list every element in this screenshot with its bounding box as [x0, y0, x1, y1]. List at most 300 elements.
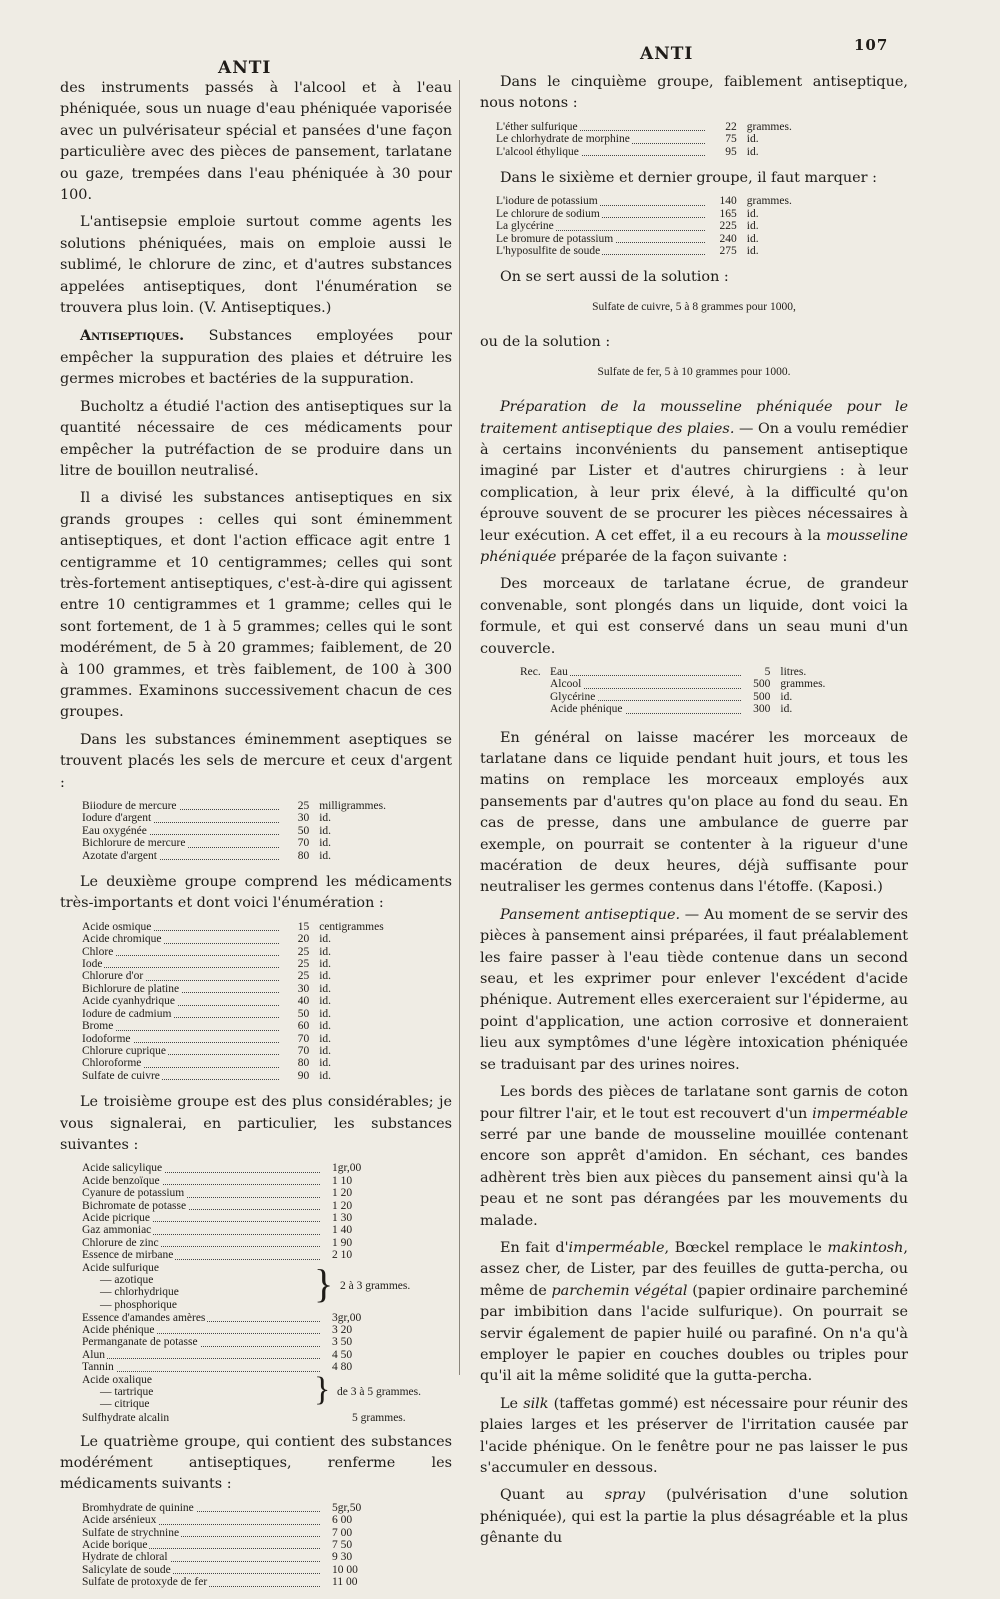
table-row [82, 1502, 422, 1514]
substance-quantity: 300 [753, 703, 771, 716]
substance-name: Sulfate de protoxyde de fer [82, 1576, 208, 1589]
substance-cell [82, 850, 279, 862]
table-row [82, 1312, 422, 1324]
table-row [82, 1162, 422, 1174]
substance-quantity: 22 [725, 120, 737, 133]
substance-quantity: 1 20 [332, 1199, 353, 1212]
substance-quantity: 60 [297, 1020, 310, 1033]
table-row [82, 958, 422, 970]
dot-leader [82, 1371, 320, 1372]
table-row [82, 1249, 422, 1261]
substance-name: Acide osmique [82, 920, 152, 933]
substance-name: Salicylate de soude [82, 1563, 171, 1576]
substance-name: Eau oxygénée [82, 824, 147, 837]
text: (taffetas gommé) est nécessaire pour réunir des plaies larges et les préserver de l'irritation causée par l'acide phénique. On le fenêtre pour ne pas laisser le pus s'accumuler en dessous. [480, 1395, 908, 1476]
substance-quantity: 3gr,00 [332, 1311, 362, 1324]
group3-brace-acids [82, 1262, 452, 1312]
substance-name: — azotique [100, 1274, 154, 1286]
substance-quantity: 30 [297, 812, 310, 825]
table-row [82, 1551, 422, 1563]
substance-cell [82, 921, 279, 933]
table-row [82, 921, 422, 933]
group2-table [82, 921, 422, 1082]
substance-cell [550, 691, 741, 703]
paragraph: On se sert aussi de la solution : [500, 269, 729, 286]
substance-quantity: 95 [725, 145, 737, 158]
substance-unit: id. [746, 220, 759, 233]
substance-name: La glycérine [496, 220, 554, 233]
substance-quantity: 4 50 [332, 1348, 353, 1361]
text: Quant au [500, 1487, 605, 1504]
substance-name: Essence d'amandes amères [82, 1311, 206, 1324]
table-row [496, 220, 856, 232]
solution-formula: Sulfate de cuivre, 5 à 8 grammes pour 1000, [592, 300, 796, 313]
table-row [82, 1224, 422, 1236]
substance-name: L'iodure de potassium [496, 195, 598, 208]
substance-name: Acide borique [82, 1539, 148, 1552]
substance-name: Alcool [550, 678, 582, 691]
table-row [82, 1514, 422, 1526]
substance-cell [550, 666, 741, 678]
table-row [496, 233, 856, 245]
substance-name: Acide phénique [550, 703, 623, 716]
paragraph [480, 1238, 908, 1388]
substance-name: Chlorure d'or [82, 970, 144, 983]
substance-name: Hydrate de chloral [82, 1551, 168, 1564]
substance-quantity: 25 [297, 945, 310, 958]
substance-quantity: 70 [297, 1032, 310, 1045]
substance-name: Acide sulfurique [82, 1261, 159, 1274]
substance-cell [82, 1070, 279, 1082]
substance-quantity: 75 [725, 133, 737, 146]
substance-cell [82, 1175, 320, 1187]
substance-quantity: 1 90 [332, 1236, 353, 1249]
substance-cell [82, 1527, 320, 1539]
table-row [550, 703, 880, 715]
substance-quantity: 2 10 [332, 1249, 353, 1262]
substance-quantity: 40 [297, 995, 310, 1008]
table-row [550, 666, 880, 678]
page-number: 107 [854, 36, 889, 54]
substance-name: Bichlorure de mercure [82, 837, 186, 850]
substance-name: Chlore [82, 945, 114, 958]
text: — On a voulu remédier à certains inconvénients du pansement antiseptique imaginé par Lister et d'autres chirurgiens : à leur complication, à leur prix élevé, à la difficulté qu'on éprouve souvent de se procurer les pièces nécessaires à leur exécution. A cet effet, il a eu recours à la [480, 420, 909, 544]
paragraph [480, 1485, 908, 1549]
table-row [82, 1212, 422, 1224]
substance-cell [496, 146, 705, 158]
text: En fait d' [500, 1239, 569, 1256]
table-row [82, 1361, 422, 1373]
substance-quantity: 1 30 [332, 1211, 353, 1224]
substance-unit: id. [319, 970, 332, 983]
substance-unit: id. [319, 1044, 332, 1057]
substance-cell [82, 1212, 320, 1224]
substance-cell [82, 1200, 320, 1212]
recipe-table [550, 666, 880, 716]
substance-name: Le chlorhydrate de morphine [496, 133, 630, 146]
section-title: Pansement antiseptique. [500, 906, 681, 923]
substance-cell [82, 1224, 320, 1236]
paragraph: Le quatrième groupe, qui contient des substances modérément antiseptiques, renferme les médicaments suivants : [60, 1433, 452, 1493]
table-row [496, 146, 856, 158]
table-row [82, 812, 422, 824]
substance-cell [82, 1502, 320, 1514]
text: (papier ordinaire parcheminé par imbibition dans l'acide sulfurique). On pourrait se servir également de papier huilé ou parafiné. On n'a qu'à employer le papier en couches doubles ou triples pour qu'il ait la même solidité que la gutta-percha. [480, 1282, 908, 1385]
substance-quantity: 5 grammes. [352, 1411, 406, 1424]
table-row [82, 970, 422, 982]
substance-name: Eau [550, 665, 568, 678]
substance-name: Sulfate de cuivre [82, 1069, 160, 1082]
table-row [82, 933, 422, 945]
substance-name: Cyanure de potassium [82, 1187, 185, 1200]
paragraph [480, 1082, 908, 1232]
group3-table [82, 1162, 422, 1261]
group4-table [82, 1502, 422, 1589]
entry-heading: Antiseptiques. [80, 327, 185, 345]
dot-leader [82, 1358, 320, 1359]
paragraph [60, 325, 452, 390]
paragraph: Le troisième groupe est des plus considérables; je vous signalerai, en particulier, les substances suivantes : [60, 1094, 452, 1153]
paragraph: Des morceaux de tarlatane écrue, de grandeur convenable, sont plongés dans un liquide, dont voici la formule, et qui est conservé dans un seau muni d'un couvercle. [480, 576, 908, 657]
emphasis: makintosh [827, 1239, 904, 1256]
table-row [82, 1187, 422, 1199]
substance-cell [82, 1008, 279, 1020]
substance-name: Iodoforme [82, 1032, 131, 1045]
substance-cell [496, 245, 705, 257]
substance-cell [550, 678, 741, 690]
substance-cell [82, 1249, 320, 1261]
right-running-head: ANTI [640, 44, 694, 64]
table-row [82, 837, 422, 849]
substance-name: Gaz ammoniac [82, 1224, 152, 1237]
table-row [550, 691, 880, 703]
substance-name: Sulfate de strychnine [82, 1526, 180, 1539]
substance-cell [82, 1336, 320, 1348]
group6-table [496, 195, 856, 257]
emphasis: spray [604, 1487, 646, 1504]
text: serré par une bande de mousseline mouillée contenant encore son apprêt d'amidon. En séchant, ces bandes adhèrent très bien aux pièces du pansement ainsi qu'à la peau et ne sont pas dérangées par les mouvements du malade. [480, 1126, 908, 1229]
table-row [82, 1237, 422, 1249]
substance-name: L'hyposulfite de soude [496, 245, 601, 258]
dot-leader [550, 675, 741, 676]
substance-name: Essence de mirbane [82, 1249, 174, 1262]
substance-quantity: 3 20 [332, 1324, 353, 1336]
table-row [82, 825, 422, 837]
substance-name: Glycérine [550, 690, 596, 703]
substance-name: — tartrique [100, 1386, 154, 1399]
substance-quantity: 10 00 [332, 1563, 358, 1576]
text: , assez cher, de Lister, par des feuilles de gutta-percha, ou même de [480, 1239, 908, 1299]
paragraph [480, 905, 908, 1076]
substance-unit: id. [746, 133, 759, 146]
substance-quantity: 6 00 [332, 1514, 353, 1527]
substance-cell [82, 970, 279, 982]
paragraph: Bucholtz a étudié l'action des antiseptiques sur la quantité nécessaire de ces médicaments pour empêcher la putréfaction de se produire dans un litre de bouillon neutralisé. [60, 398, 452, 479]
substance-unit: grammes. [746, 195, 792, 208]
substance-unit: id. [746, 207, 759, 220]
substance-name: Azotate d'argent [82, 849, 157, 862]
table-row [496, 133, 856, 145]
substance-unit: id. [319, 1069, 332, 1082]
substance-cell [82, 1187, 320, 1199]
brace: } [314, 1370, 331, 1408]
substance-quantity: 25 [297, 970, 310, 983]
substance-cell [82, 995, 279, 1007]
table-row [82, 983, 422, 995]
substance-unit: id. [319, 849, 332, 862]
table-row [82, 1564, 422, 1576]
table-row [496, 245, 856, 257]
substance-unit: id. [319, 933, 332, 946]
group1-table [82, 800, 422, 862]
substance-unit: id. [319, 1007, 332, 1020]
substance-cell [82, 1324, 320, 1336]
substance-unit: litres. [780, 665, 807, 678]
substance-quantity: 7 50 [332, 1539, 353, 1552]
brace-quantity: 2 à 3 grammes. [340, 1279, 411, 1292]
substance-quantity: 80 [297, 1057, 310, 1070]
substance-unit: id. [746, 232, 759, 245]
substance-name: Bichlorure de platine [82, 982, 180, 995]
substance-cell [82, 1349, 320, 1361]
substance-name: — citrique [100, 1398, 150, 1411]
substance-quantity: 30 [297, 982, 310, 995]
paragraph: Dans le sixième et dernier groupe, il faut marquer : [500, 170, 877, 187]
substance-name: Acide arsénieux [82, 1514, 157, 1527]
text: — Au moment de se servir des pièces à pansement ainsi préparées, il faut préalablement les faire passer à l'eau tiède contenue dans un second seau, et les exprimer pour enlever l'excédent d'acide phénique. Autrement elles exerceraient sur l'épiderme, au point d'application, une action corrosive et donneraient lieu aux symptômes d'une légère intoxication phéniquée se traduisant par des urines noires. [480, 906, 908, 1073]
substance-quantity: 25 [297, 958, 310, 971]
substance-quantity: 4 80 [332, 1361, 353, 1374]
substance-name: Le bromure de potassium [496, 232, 614, 245]
table-row [550, 678, 880, 690]
substance-cell [82, 983, 279, 995]
table-row [82, 995, 422, 1007]
substance-unit: id. [746, 245, 759, 258]
substance-cell [82, 837, 279, 849]
substance-cell [82, 1020, 279, 1032]
paragraph: L'antisepsie emploie surtout comme agents les solutions phéniquées, mais on emploie aussi le sublimé, le chlorure de zinc, et d'autres substances appelées antiseptiques, dont l'énumération se trouvera plus loin. (V. Antiseptiques.) [60, 214, 452, 317]
table-row [82, 1349, 422, 1361]
substance-cell [496, 133, 705, 145]
substance-name: Iodure de cadmium [82, 1007, 172, 1020]
substance-cell [496, 220, 705, 232]
substance-cell [82, 1539, 320, 1551]
table-row [496, 208, 856, 220]
substance-cell [82, 958, 279, 970]
table-row [82, 1070, 422, 1082]
substance-quantity: 9 30 [332, 1551, 353, 1564]
substance-name: Chloroforme [82, 1057, 142, 1070]
substance-name: Iodure d'argent [82, 812, 152, 825]
paragraph: Dans les substances éminemment aseptiques se trouvent placés les sels de mercure et ceux d'argent : [60, 731, 452, 791]
substance-quantity: 70 [297, 837, 310, 850]
substance-name: Permanganate de potasse [82, 1336, 198, 1349]
table-row [496, 121, 856, 133]
text: Le [500, 1395, 524, 1412]
substance-quantity: 70 [297, 1044, 310, 1057]
group3-brace-oxalic [82, 1370, 452, 1412]
substance-quantity: 1 20 [332, 1187, 353, 1200]
emphasis: imperméable [812, 1105, 908, 1122]
emphasis: mousseline phéniquée [480, 527, 908, 565]
table-row [82, 1527, 422, 1539]
left-running-head: ANTI [218, 58, 272, 78]
table-row [82, 1008, 422, 1020]
right-column [480, 72, 908, 1556]
substance-quantity: 11 00 [332, 1576, 358, 1589]
substance-unit: id. [319, 945, 332, 958]
substance-quantity: 90 [297, 1069, 310, 1082]
substance-cell [82, 1361, 320, 1373]
table-row [82, 1175, 422, 1187]
substance-name: Acide phénique [82, 1324, 155, 1336]
substance-cell [82, 1162, 320, 1174]
dot-leader [82, 967, 279, 968]
table-row [82, 946, 422, 958]
table-row [496, 195, 856, 207]
group3-table-b [82, 1312, 422, 1374]
substance-unit: id. [319, 1057, 332, 1070]
substance-unit: centigrammes [319, 920, 384, 933]
solution-formula: Sulfate de fer, 5 à 10 grammes pour 1000. [597, 365, 791, 378]
substance-cell [82, 1033, 279, 1045]
substance-name: — chlorhydrique [100, 1286, 179, 1299]
substance-cell [496, 233, 705, 245]
paragraph [480, 1394, 908, 1480]
substance-name: Acide benzoïque [82, 1174, 160, 1187]
table-row [82, 1045, 422, 1057]
substance-unit: id. [319, 812, 332, 825]
substance-quantity: 7 00 [332, 1526, 353, 1539]
paragraph: En général on laisse macérer les morceaux de tarlatane dans ce liquide pendant huit jours, et tous les matins on remplace les morceaux employés aux pansements par d'autres qu'on place au fond du seau. En cas de presse, dans une ambulance de guerre par exemple, on pourrait se contenter à la rigueur d'une macération de deux heures, déjà suffisante pour neutraliser les germes contenus dans l'étoffe. (Kaposi.) [480, 729, 908, 896]
paragraph: Dans le cinquième groupe, faiblement antiseptique, nous notons : [480, 74, 908, 112]
table-row [82, 800, 422, 812]
substance-unit: id. [746, 145, 759, 158]
substance-quantity: 5 [764, 665, 771, 678]
text: Les bords des pièces de tarlatane sont garnis de coton pour filtrer l'air, et le tout est recouvert d'un [480, 1084, 908, 1122]
substance-name: Alun [82, 1348, 105, 1361]
substance-unit: id. [319, 824, 332, 837]
emphasis: imperméable [568, 1239, 665, 1256]
paragraph: Le deuxième groupe comprend les médicaments très-importants et dont voici l'énumération : [60, 874, 452, 912]
substance-quantity: 140 [719, 195, 737, 208]
substance-cell [496, 121, 705, 133]
group3-last-row [82, 1412, 452, 1432]
substance-unit: grammes. [780, 678, 826, 691]
substance-name: L'éther sulfurique [496, 120, 578, 133]
substance-name: Acide cyanhydrique [82, 995, 175, 1008]
substance-quantity: 50 [297, 1007, 310, 1020]
substance-name: Bichromate de potasse [82, 1199, 187, 1212]
substance-quantity: 165 [719, 207, 737, 220]
substance-cell [82, 812, 279, 824]
table-row [82, 1033, 422, 1045]
left-column [60, 78, 452, 1599]
recipe [520, 666, 908, 716]
substance-cell [82, 1576, 320, 1588]
emphasis: parchemin végétal [551, 1282, 688, 1299]
substance-unit: id. [319, 1020, 332, 1033]
paragraph: Il a divisé les substances antiseptiques en six grands groupes : celles qui sont éminemment antiseptiques, et dont l'action efficace agit entre 1 centigramme et 10 centigrammes; celles qui sont très-fortement antiseptiques, c'est-à-dire qui agissent entre 10 centigrammes et 1 gramme; celles qui le sont fortement, de 1 à 5 grammes; celles qui le sont modérément, de 5 à 20 grammes; faiblement, de 20 à 100 grammes, et très faiblement, de 100 à 300 grammes. Examinons successivement chacun de ces groupes. [60, 490, 452, 721]
substance-quantity: 1 10 [332, 1174, 353, 1187]
section-title: Préparation de la mousseline phéniquée pour le traitement antiseptique des plaies. [480, 399, 908, 437]
paragraph [480, 397, 908, 568]
table-row [82, 1020, 422, 1032]
brace-quantity: de 3 à 5 grammes. [337, 1385, 421, 1398]
text: (pulvérisation d'une solution phéniquée), qui est la partie la plus désagréable et la plus gênante du [480, 1487, 908, 1547]
substance-cell [82, 1551, 320, 1563]
brace: } [314, 1260, 334, 1306]
substance-unit: id. [319, 995, 332, 1008]
substance-quantity: 500 [753, 678, 771, 691]
substance-cell [82, 800, 279, 812]
substance-quantity: 275 [719, 245, 737, 258]
table-row [82, 1057, 422, 1069]
paragraph: des instruments passés à l'alcool et à l'eau phéniquée, sous un nuage d'eau phéniquée vaporisée avec un pulvérisateur spécial et pansées d'une façon particulière avec des pièces de pansement, tarlatane ou gaze, trempées dans l'eau phéniquée à 30 pour 100. [60, 80, 452, 204]
substance-name: Tannin [82, 1361, 114, 1374]
substance-cell [496, 208, 705, 220]
substance-quantity: 15 [297, 920, 310, 933]
column-rule [459, 80, 460, 1375]
substance-quantity: 500 [753, 690, 771, 703]
substance-name: Acide chromique [82, 933, 162, 946]
substance-quantity: 25 [297, 800, 310, 812]
substance-name: Chlorure de zinc [82, 1236, 159, 1249]
substance-quantity: 1gr,00 [332, 1162, 362, 1175]
substance-unit: id. [319, 837, 332, 850]
substance-name: Acide salicylique [82, 1162, 163, 1175]
table-row [82, 1324, 422, 1336]
substance-cell [82, 1312, 320, 1324]
substance-name: Biiodure de mercure [82, 800, 177, 812]
substance-cell [82, 1514, 320, 1526]
substance-quantity: 3 50 [332, 1336, 353, 1349]
substance-cell [82, 946, 279, 958]
table-row [82, 1576, 422, 1588]
substance-name: Acide picrique [82, 1211, 151, 1224]
recipe-label: Rec. [520, 665, 541, 678]
paragraph: ou de la solution : [480, 334, 611, 351]
substance-name: — phosphorique [100, 1298, 177, 1311]
substance-quantity: 1 40 [332, 1224, 353, 1237]
substance-name: Iode [82, 958, 103, 971]
substance-unit: id. [780, 690, 793, 703]
substance-cell [82, 1237, 320, 1249]
substance-cell [82, 933, 279, 945]
substance-cell [82, 1045, 279, 1057]
table-row [82, 1200, 422, 1212]
substance-unit: id. [319, 982, 332, 995]
substance-unit: id. [780, 703, 793, 716]
substance-name: Le chlorure de sodium [496, 207, 600, 220]
group5-table [496, 121, 856, 158]
substance-name: L'alcool éthylique [496, 145, 579, 158]
emphasis: silk [523, 1395, 549, 1412]
substance-quantity: 80 [297, 849, 310, 862]
substance-quantity: 225 [719, 220, 737, 233]
substance-unit: milligrammes. [319, 800, 386, 812]
substance-quantity: 240 [719, 232, 737, 245]
substance-quantity: 20 [297, 933, 310, 946]
table-row [82, 1336, 422, 1348]
substance-quantity: 5gr,50 [332, 1501, 362, 1514]
text: , Bœckel remplace le [664, 1239, 828, 1256]
substance-name: Brome [82, 1020, 114, 1033]
substance-name: Chlorure cuprique [82, 1044, 166, 1057]
table-row [82, 850, 422, 862]
substance-cell [82, 1564, 320, 1576]
substance-cell [82, 1057, 279, 1069]
